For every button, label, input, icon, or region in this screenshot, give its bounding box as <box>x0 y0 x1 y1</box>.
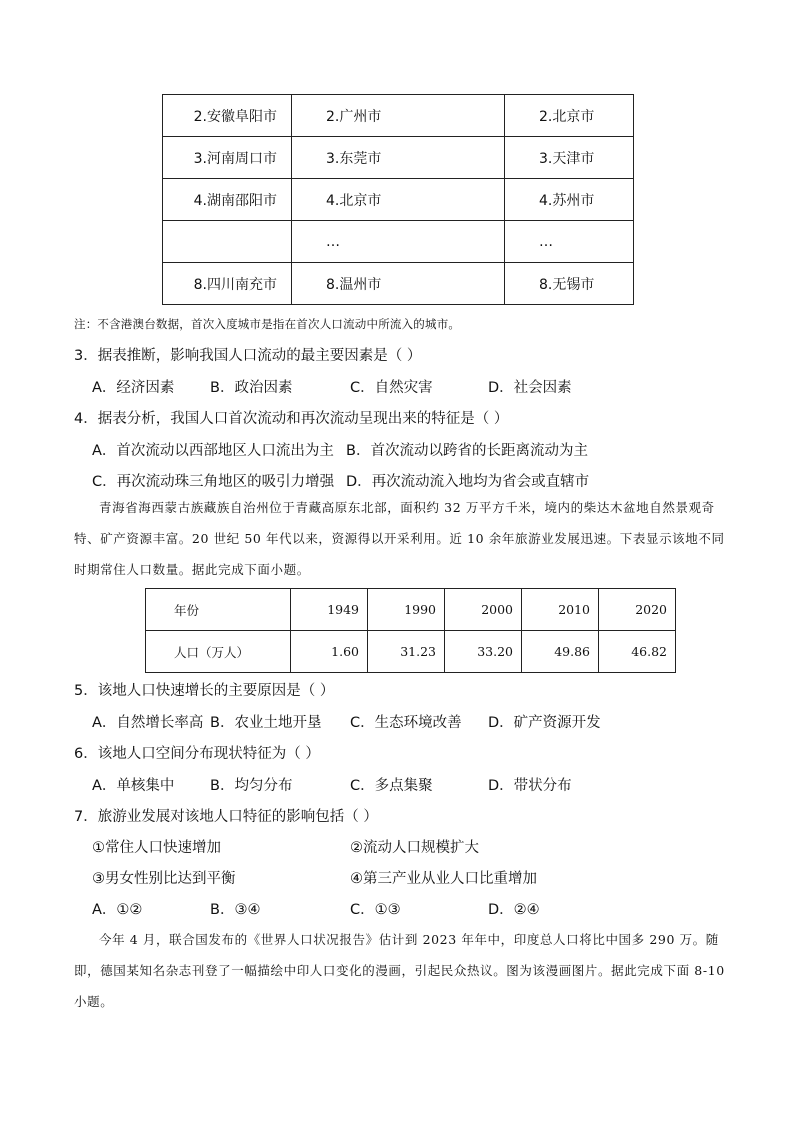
option-b: B．首次流动以跨省的长距离流动为主 <box>346 443 588 459</box>
population-cell: 1.60 <box>291 631 368 673</box>
question-4-stem: 4．据表分析，我国人口首次流动和再次流动呈现出来的特征是（ ） <box>74 411 509 427</box>
option-b: B．政治因素 <box>210 380 293 396</box>
table-row <box>163 263 634 305</box>
option-d: D．矿产资源开发 <box>488 715 601 731</box>
population-cell: 33.20 <box>445 631 522 673</box>
option-b: B．③④ <box>210 902 261 918</box>
option-a: A．自然增长率高 <box>92 715 204 731</box>
table-cell: 8.四川南充市 <box>163 263 292 305</box>
option-a: A．经济因素 <box>92 380 175 396</box>
option-c: C．生态环境改善 <box>350 715 462 731</box>
option-b: B．农业土地开垦 <box>210 715 322 731</box>
option-d: D．再次流动流入地均为省会或直辖市 <box>346 474 590 490</box>
header-year-label: 年份 <box>146 589 291 631</box>
option-b: B．均匀分布 <box>210 778 293 794</box>
table-cell: 4.北京市 <box>292 179 505 221</box>
statement-2: ②流动人口规模扩大 <box>350 840 479 856</box>
table-row <box>163 95 634 137</box>
table-row <box>163 137 634 179</box>
question-3-stem: 3．据表推断，影响我国人口流动的最主要因素是（ ） <box>74 348 422 364</box>
table-cell: 3.河南周口市 <box>163 137 292 179</box>
table-cell: 8.无锡市 <box>505 263 634 305</box>
reading-passage-world-population: 今年 4 月，联合国发布的《世界人口状况报告》估计到 2023 年年中，印度总人口将比中国多 290 万。随即，德国某知名杂志刊登了一幅描绘中印人口变化的漫画，引起民众热议。图为该漫画图片。据此完成下面 8-10 小题。 <box>74 932 725 1009</box>
question-6-stem: 6．该地人口空间分布现状特征为（ ） <box>74 746 320 762</box>
option-d: D．带状分布 <box>488 778 572 794</box>
table-cell: … <box>292 221 505 263</box>
table-cell <box>163 221 292 263</box>
table-row <box>146 631 676 673</box>
table-row <box>163 179 634 221</box>
table-cell: 4.湖南邵阳市 <box>163 179 292 221</box>
population-cell: 49.86 <box>522 631 599 673</box>
table-cell: 8.温州市 <box>292 263 505 305</box>
table-cell: 3.东莞市 <box>292 137 505 179</box>
city-ranking-table <box>162 94 634 305</box>
reading-passage-haixi: 青海省海西蒙古族藏族自治州位于青藏高原东北部，面积约 32 万平方千米，境内的柴达木盆地自然景观奇特、矿产资源丰富。20 世纪 50 年代以来，资源得以开采利用。近 10 余年旅游业发展迅速。下表显示该地不同时期常住人口数量。据此完成下面小题。 <box>74 500 725 577</box>
table-cell: 2.北京市 <box>505 95 634 137</box>
population-cell: 46.82 <box>599 631 676 673</box>
option-c: C．再次流动珠三角地区的吸引力增强 <box>92 474 335 490</box>
table-note: 注：不含港澳台数据，首次入度城市是指在首次人口流动中所流入的城市。 <box>74 317 461 331</box>
option-a: A．单核集中 <box>92 778 175 794</box>
option-c: C．多点集聚 <box>350 778 433 794</box>
table-cell: 2.安徽阜阳市 <box>163 95 292 137</box>
year-cell: 1990 <box>368 589 445 631</box>
question-7-stem: 7．旅游业发展对该地人口特征的影响包括（ ） <box>74 809 378 825</box>
option-d: D．社会因素 <box>488 380 572 396</box>
statement-4: ④第三产业从业人口比重增加 <box>350 871 537 887</box>
table-cell: 2.广州市 <box>292 95 505 137</box>
year-cell: 1949 <box>291 589 368 631</box>
option-a: A．首次流动以西部地区人口流出为主 <box>92 443 334 459</box>
statement-1: ①常住人口快速增加 <box>92 840 221 856</box>
year-cell: 2020 <box>599 589 676 631</box>
question-5-stem: 5．该地人口快速增长的主要原因是（ ） <box>74 683 335 699</box>
population-cell: 31.23 <box>368 631 445 673</box>
table-cell: 3.天津市 <box>505 137 634 179</box>
year-cell: 2010 <box>522 589 599 631</box>
option-d: D．②④ <box>488 902 540 918</box>
table-row <box>146 589 676 631</box>
population-table <box>145 588 676 673</box>
row-population-label: 人口（万人） <box>146 631 291 673</box>
option-c: C．①③ <box>350 902 401 918</box>
table-cell: … <box>505 221 634 263</box>
table-row <box>163 221 634 263</box>
table-cell: 4.苏州市 <box>505 179 634 221</box>
year-cell: 2000 <box>445 589 522 631</box>
option-c: C．自然灾害 <box>350 380 433 396</box>
statement-3: ③男女性别比达到平衡 <box>92 871 236 887</box>
option-a: A．①② <box>92 902 143 918</box>
